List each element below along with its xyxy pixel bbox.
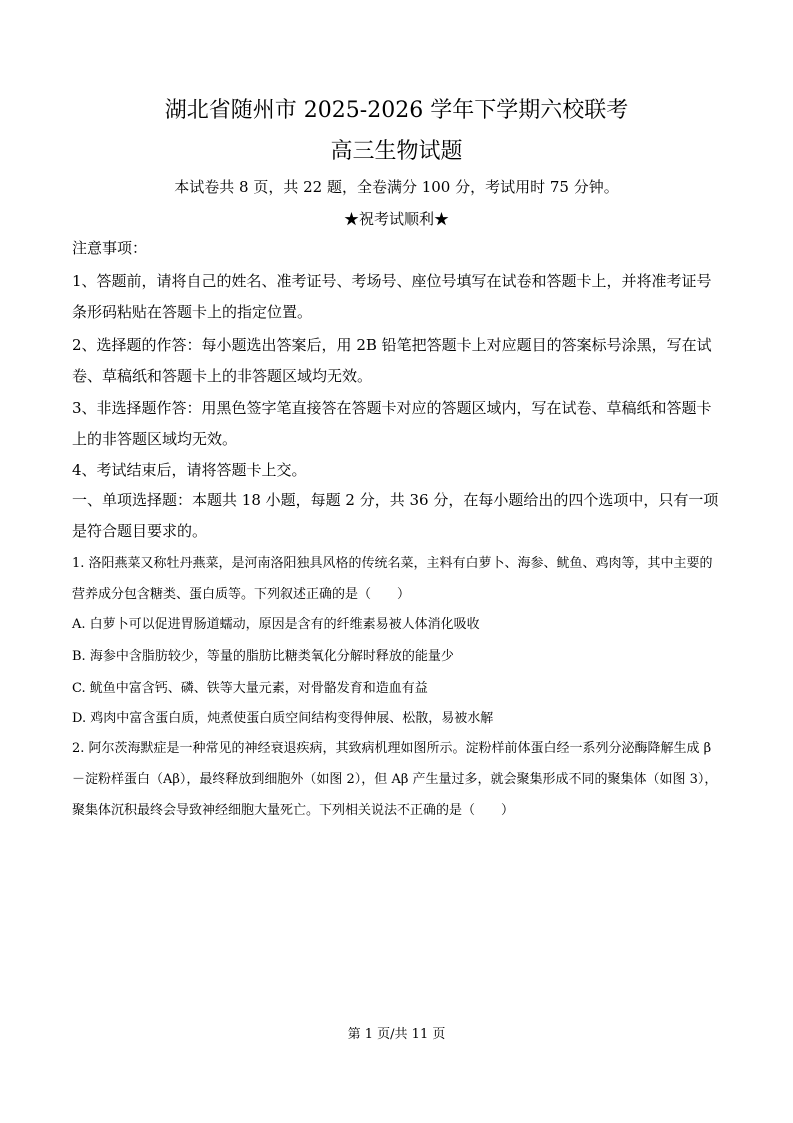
- section-heading: 一、单项选择题：本题共 18 小题，每题 2 分，共 36 分，在每小题给出的四个选项中，只有一项是符合题目要求的。: [72, 491, 719, 540]
- notice-item-4: 4、考试结束后，请将答题卡上交。: [72, 461, 307, 479]
- notice-item-3: 3、非选择题作答：用黑色签字笔直接答在答题卡对应的答题区域内，写在试卷、草稿纸和答题卡上的非答题区域均无效。: [72, 399, 712, 448]
- question-1-stem: 1. 洛阳燕菜又称牡丹燕菜，是河南洛阳独具风格的传统名菜，主料有白萝卜、海参、鱿鱼、鸡肉等，其中主要的营养成分包含糖类、蛋白质等。下列叙述正确的是（ ）: [72, 556, 713, 602]
- question-1-option-a: A. 白萝卜可以促进胃肠道蠕动，原因是含有的纤维素易被人体消化吸收: [72, 617, 480, 632]
- notice-heading: 注意事项：: [72, 239, 148, 257]
- question-1-option-d: D. 鸡肉中富含蛋白质，炖煮使蛋白质空间结构变得伸展、松散，易被水解: [72, 711, 494, 726]
- question-1-option-c: C. 鱿鱼中富含钙、磷、铁等大量元素，对骨骼发育和造血有益: [72, 681, 428, 696]
- notice-item-2: 2、选择题的作答：每小题选出答案后，用 2B 铅笔把答题卡上对应题目的答案标号涂黑，写在试卷、草稿纸和答题卡上的非答题区域均无效。: [72, 336, 712, 385]
- blessing-line: ★祝考试顺利★: [343, 210, 449, 228]
- question-2-stem: 2. 阿尔茨海默症是一种常见的神经衰退疾病，其致病机理如图所示。淀粉样前体蛋白经一系列分泌酶降解生成 β－淀粉样蛋白（Aβ），最终释放到细胞外（如图 2），但 Aβ 产生量过多，就会聚集形成不同的聚集体（如图 3），聚集体沉积最终会导致神经细胞大量死亡。下列相关说法不正确的是（ ）: [72, 741, 718, 818]
- question-1-option-b: B. 海参中含脂肪较少，等量的脂肪比糖类氧化分解时释放的能量少: [72, 649, 454, 664]
- exam-title: 湖北省随州市 2025-2026 学年下学期六校联考: [164, 98, 629, 123]
- exam-subtitle: 高三生物试题: [330, 139, 463, 164]
- page-number: 第 1 页/共 11 页: [347, 1027, 446, 1042]
- exam-info: 本试卷共 8 页，共 22 题，全卷满分 100 分，考试用时 75 分钟。: [174, 178, 619, 196]
- notice-item-1: 1、答题前，请将自己的姓名、准考证号、考场号、座位号填写在试卷和答题卡上，并将准考证号条形码粘贴在答题卡上的指定位置。: [72, 272, 712, 321]
